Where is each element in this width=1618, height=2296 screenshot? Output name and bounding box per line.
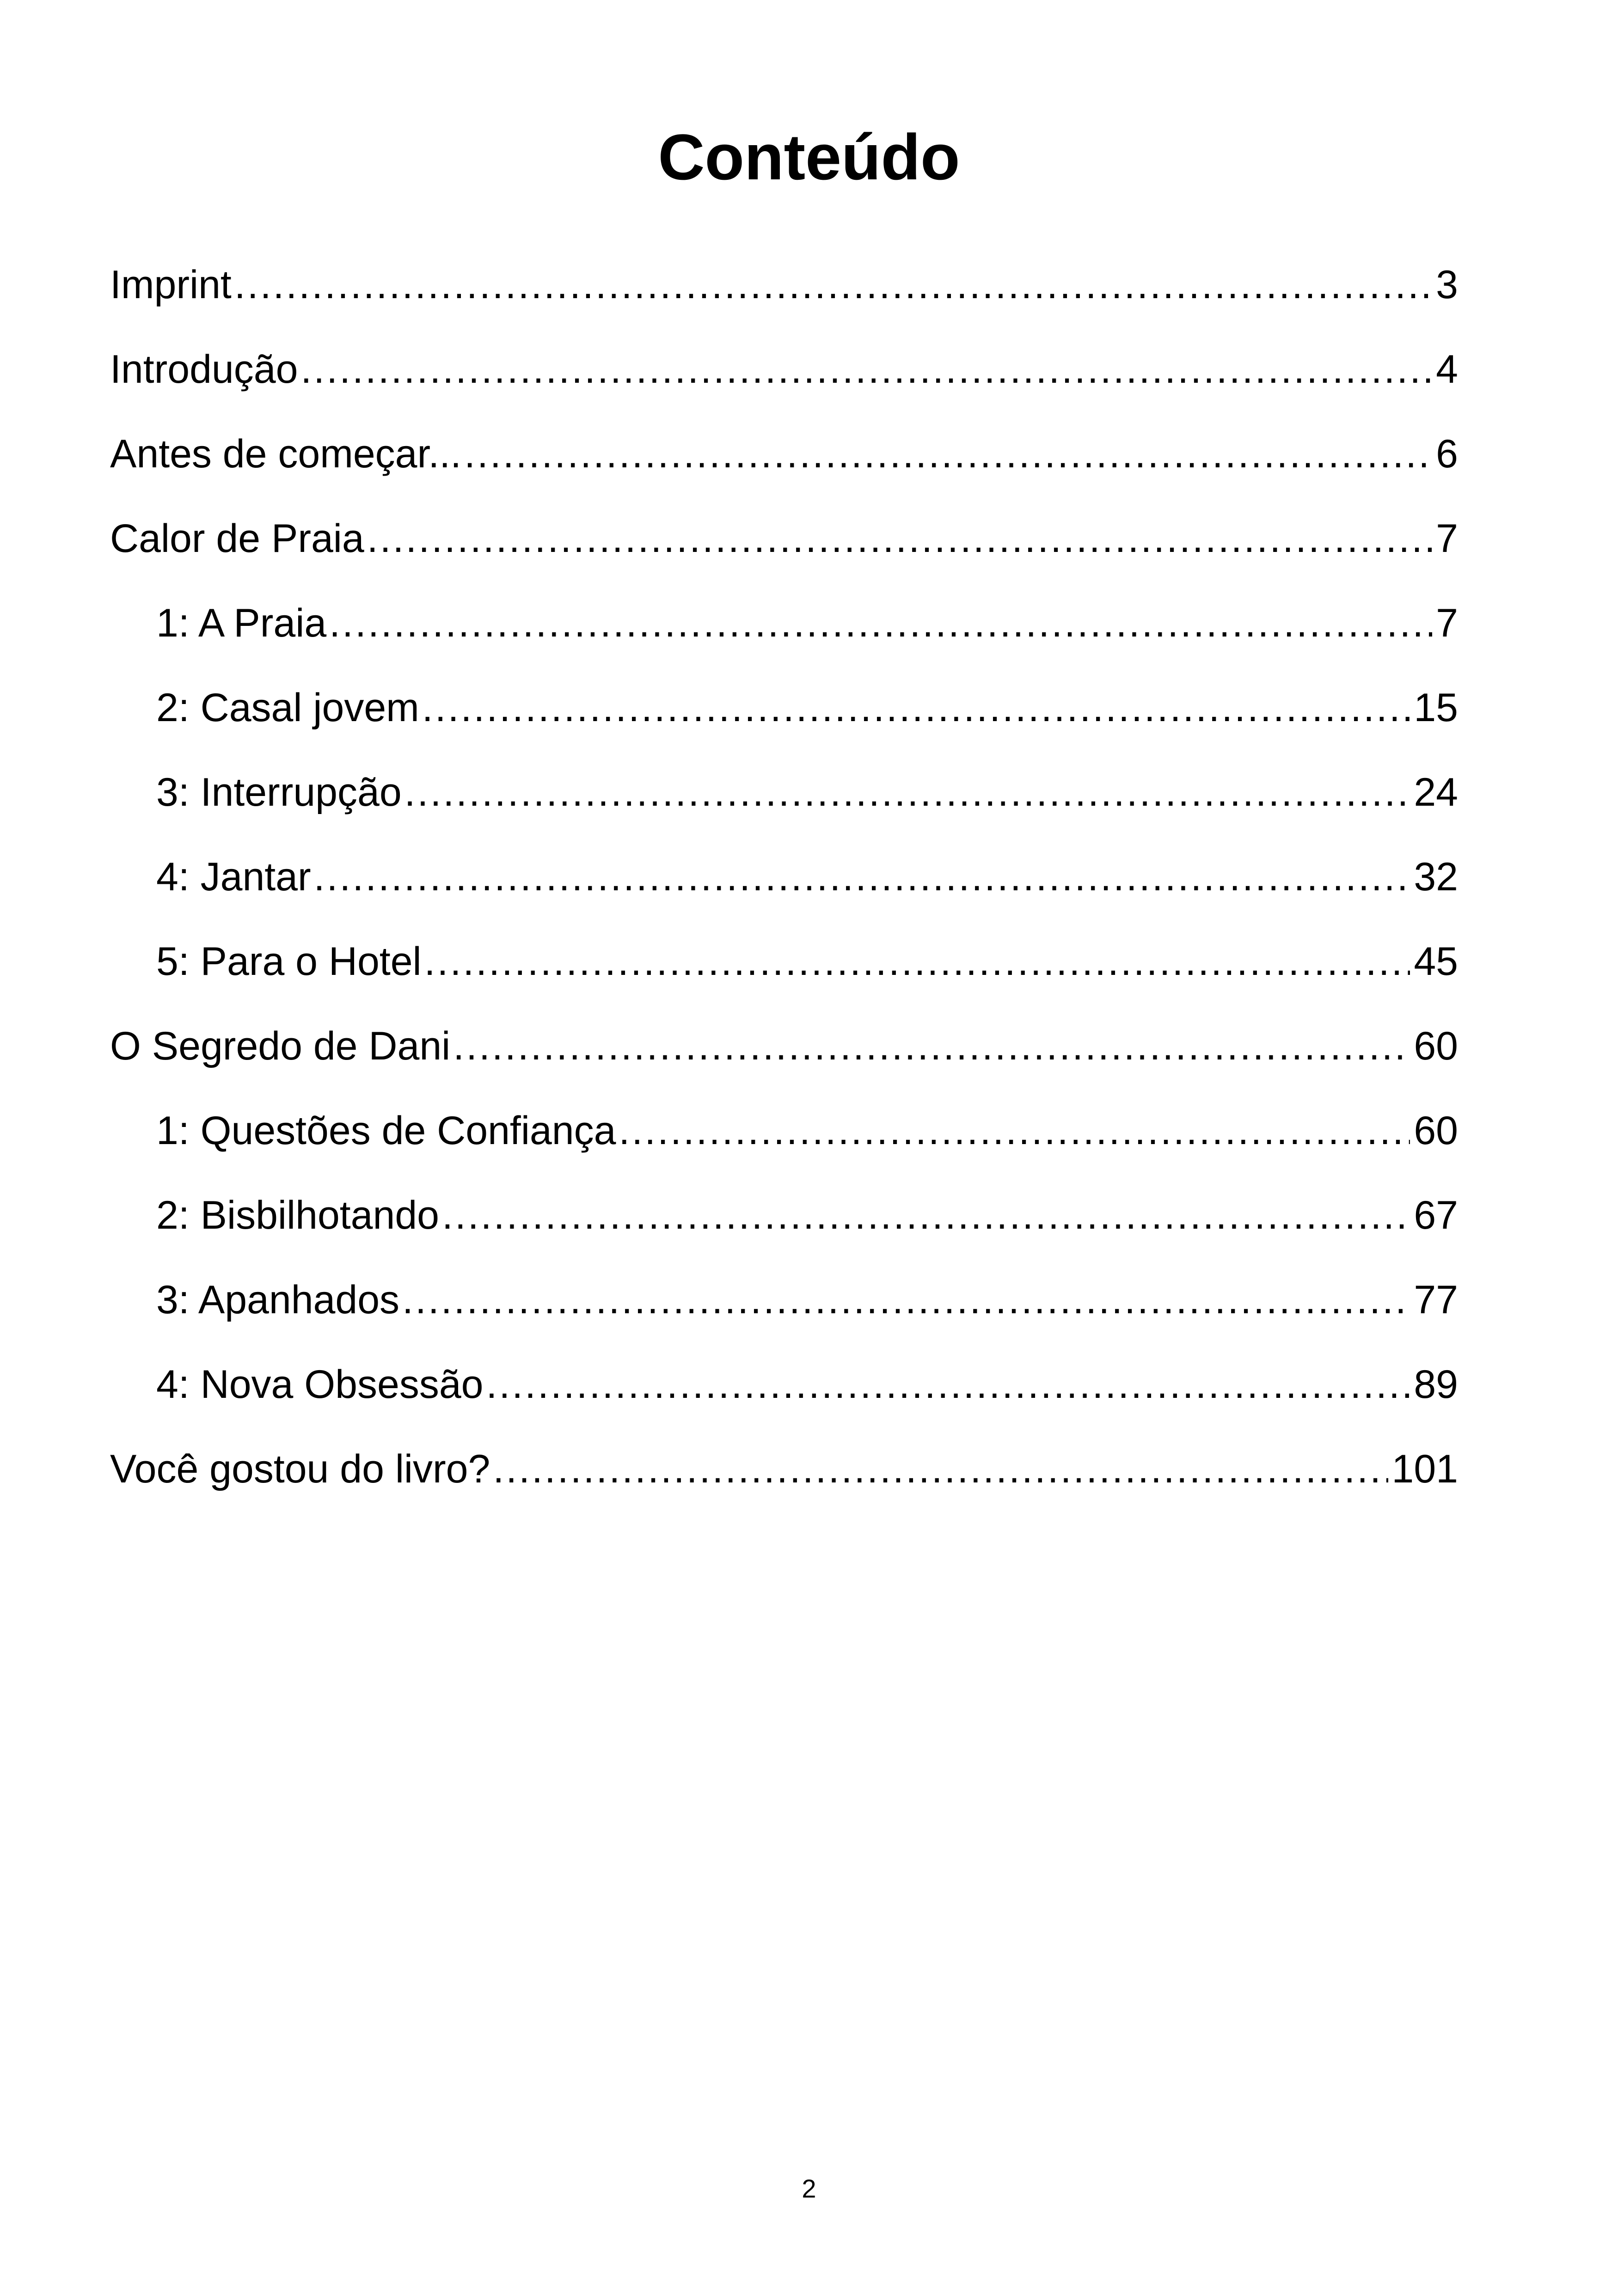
toc-entry-label: Introdução (110, 347, 298, 392)
toc-entry-page: 67 (1414, 1193, 1458, 1237)
toc-entry-bisbilhotando[interactable] (110, 1156, 1458, 1241)
toc-entry-page: 7 (1436, 601, 1458, 645)
toc-entry-label: Imprint (110, 263, 232, 307)
toc-entry-page: 101 (1391, 1447, 1458, 1491)
toc-dot-leader (234, 259, 1432, 310)
toc-entry-introducao[interactable] (110, 310, 1458, 395)
toc-entry-label: 2: Bisbilhotando (156, 1193, 439, 1237)
toc-entry-apanhados[interactable] (110, 1241, 1458, 1325)
toc-dot-leader (329, 598, 1432, 649)
toc-entry-label: 1: A Praia (156, 601, 327, 645)
toc-dot-leader (453, 1021, 1410, 1071)
toc-entry-jantar[interactable] (110, 818, 1458, 902)
toc-dot-leader (422, 682, 1410, 733)
toc-entry-page: 89 (1414, 1362, 1458, 1407)
toc-entry-imprint[interactable] (110, 226, 1458, 310)
page-title: Conteúdo (658, 121, 960, 193)
toc-entry-page: 32 (1414, 855, 1458, 899)
toc-entry-page: 4 (1436, 347, 1458, 392)
toc-entry-page: 6 (1436, 432, 1458, 476)
page-number: 2 (802, 2174, 816, 2203)
toc-entry-label: 1: Questões de Confiança (156, 1108, 616, 1153)
table-of-contents (110, 226, 1458, 1494)
toc-entry-page: 15 (1414, 686, 1458, 730)
toc-entry-page: 45 (1414, 939, 1458, 984)
toc-entry-voce-gostou-do-livro[interactable] (110, 1410, 1458, 1494)
toc-dot-leader (367, 513, 1432, 564)
toc-entry-calor-de-praia[interactable] (110, 479, 1458, 564)
toc-entry-label: Calor de Praia (110, 516, 364, 561)
toc-entry-label: 4: Nova Obsessão (156, 1362, 484, 1407)
toc-entry-label: Antes de começar... (110, 432, 462, 476)
toc-entry-page: 77 (1414, 1278, 1458, 1322)
toc-entry-page: 3 (1436, 263, 1458, 307)
toc-entry-a-praia[interactable] (110, 564, 1458, 649)
toc-dot-leader (314, 851, 1410, 902)
toc-entry-interrupcao[interactable] (110, 733, 1458, 818)
toc-entry-label: Você gostou do livro? (110, 1447, 490, 1491)
toc-dot-leader (442, 1190, 1410, 1241)
toc-entry-page: 60 (1414, 1024, 1458, 1068)
toc-entry-nova-obsessao[interactable] (110, 1325, 1458, 1410)
toc-entry-label: 3: Apanhados (156, 1278, 400, 1322)
toc-entry-antes-de-comecar[interactable] (110, 395, 1458, 479)
toc-dot-leader (493, 1444, 1388, 1494)
toc-entry-para-o-hotel[interactable] (110, 902, 1458, 987)
toc-entry-label: 3: Interrupção (156, 770, 402, 814)
toc-entry-label: 4: Jantar (156, 855, 311, 899)
toc-entry-o-segredo-de-dani[interactable] (110, 987, 1458, 1071)
toc-entry-page: 7 (1436, 516, 1458, 561)
toc-entry-label: 5: Para o Hotel (156, 939, 422, 984)
toc-entry-page: 24 (1414, 770, 1458, 814)
toc-dot-leader (464, 429, 1432, 479)
toc-dot-leader (486, 1359, 1410, 1410)
toc-dot-leader (300, 344, 1432, 395)
toc-entry-label: O Segredo de Dani (110, 1024, 451, 1068)
toc-entry-page: 60 (1414, 1108, 1458, 1153)
toc-dot-leader (424, 936, 1410, 987)
toc-entry-questoes-de-confianca[interactable] (110, 1071, 1458, 1156)
toc-dot-leader (619, 1105, 1410, 1156)
toc-entry-casal-jovem[interactable] (110, 649, 1458, 733)
toc-entry-label: 2: Casal jovem (156, 686, 419, 730)
toc-dot-leader (402, 1274, 1410, 1325)
toc-dot-leader (404, 767, 1410, 818)
